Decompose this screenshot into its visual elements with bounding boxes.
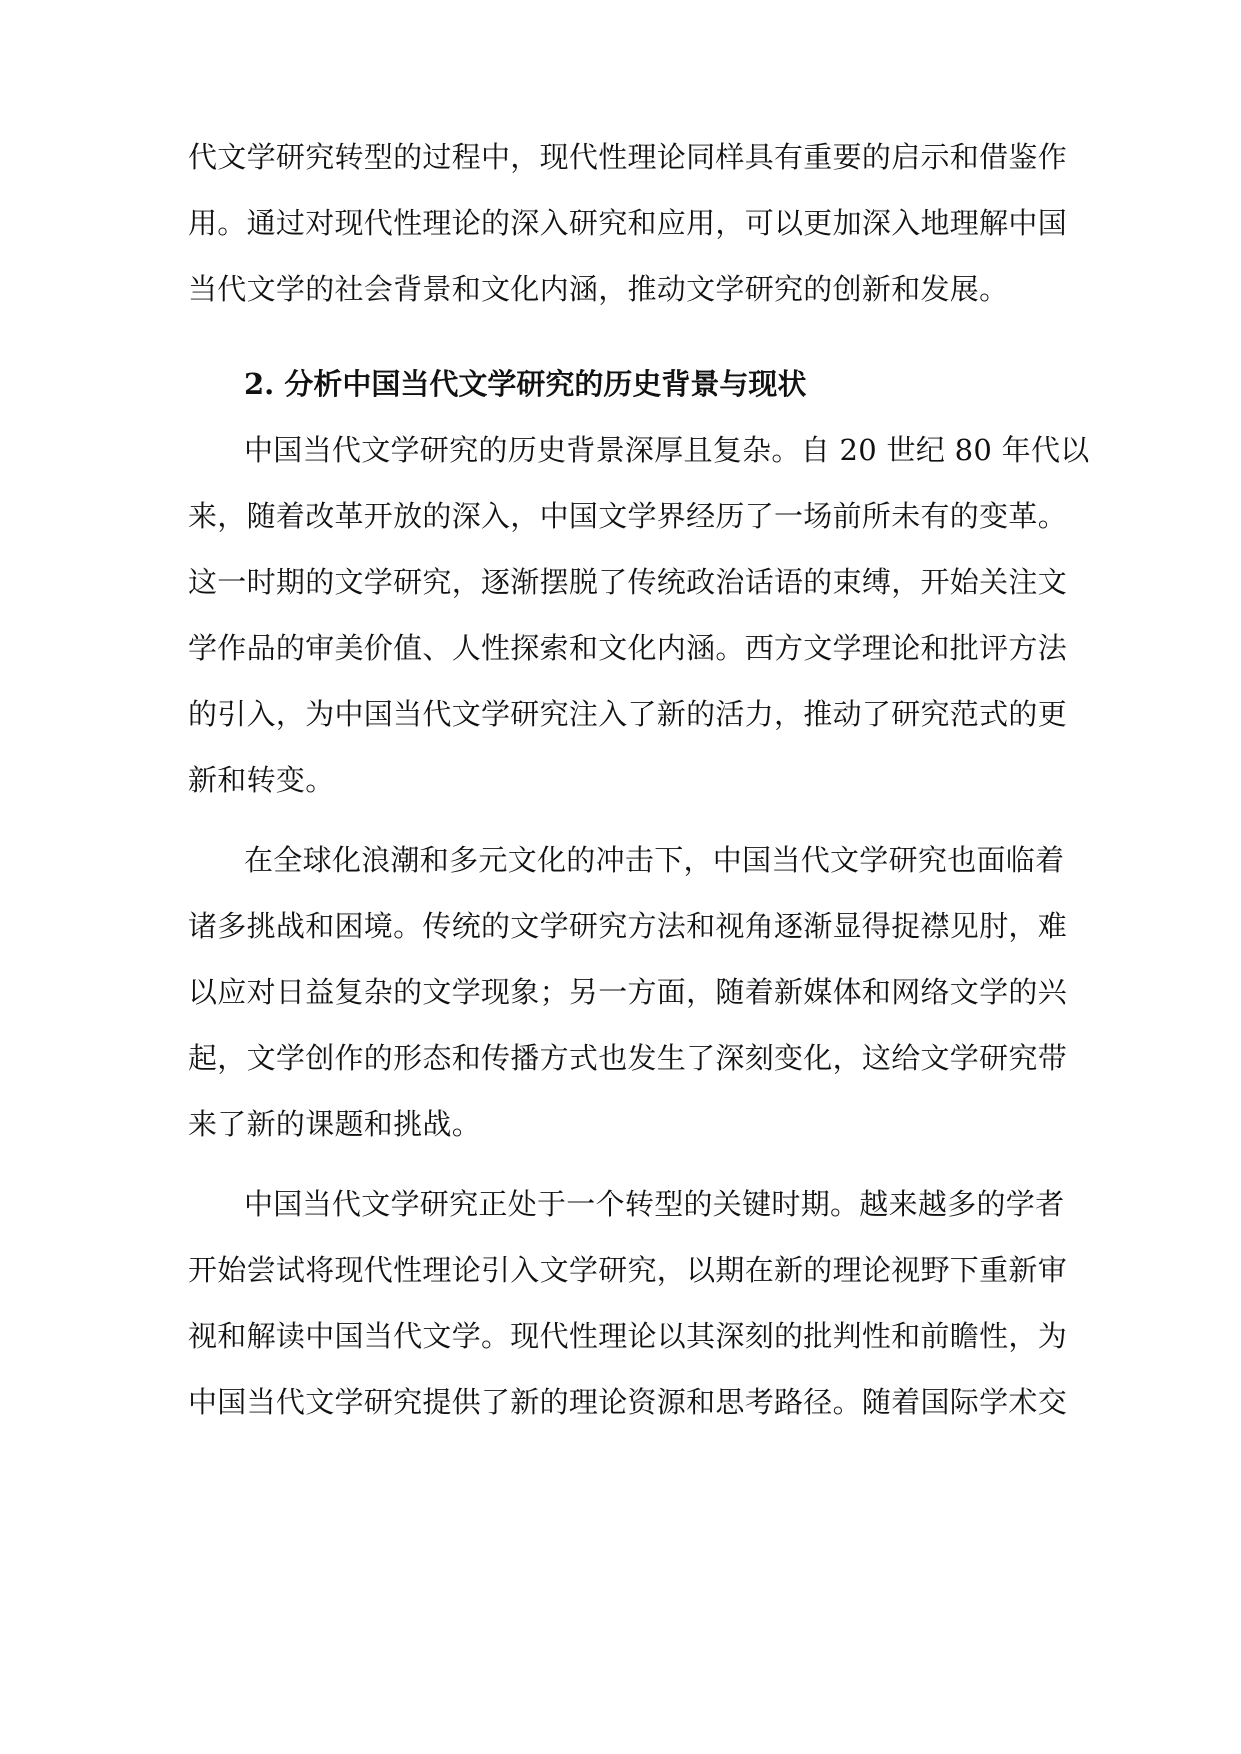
paragraph-2-line-3: 以应对日益复杂的文学现象；另一方面，随着新媒体和网络文学的兴 <box>188 975 1068 1009</box>
paragraph-1-line-5: 的引入，为中国当代文学研究注入了新的活力，推动了研究范式的更 <box>188 697 1068 731</box>
paragraph-2-line-4: 起，文学创作的形态和传播方式也发生了深刻变化，这给文学研究带 <box>188 1041 1068 1075</box>
paragraph-1-line-6: 新和转变。 <box>188 763 335 797</box>
continued-paragraph-line-1: 代文学研究转型的过程中，现代性理论同样具有重要的启示和借鉴作 <box>188 140 1068 174</box>
paragraph-3-line-4: 中国当代文学研究提供了新的理论资源和思考路径。随着国际学术交 <box>188 1385 1068 1419</box>
paragraph-2-line-2: 诸多挑战和困境。传统的文学研究方法和视角逐渐显得捉襟见肘，难 <box>188 909 1068 943</box>
paragraph-1-line-4: 学作品的审美价值、人性探索和文化内涵。西方文学理论和批评方法 <box>188 631 1068 665</box>
paragraph-1-line-2: 来，随着改革开放的深入，中国文学界经历了一场前所未有的变革。 <box>188 499 1068 533</box>
section-heading: 2. 分析中国当代文学研究的历史背景与现状 <box>244 367 807 401</box>
paragraph-3-line-1: 中国当代文学研究正处于一个转型的关键时期。越来越多的学者 <box>244 1187 1065 1221</box>
paragraph-3-line-2: 开始尝试将现代性理论引入文学研究，以期在新的理论视野下重新审 <box>188 1253 1068 1287</box>
paragraph-1-line-1: 中国当代文学研究的历史背景深厚且复杂。自 20 世纪 80 年代以 <box>244 433 1090 467</box>
paragraph-1-line-3: 这一时期的文学研究，逐渐摆脱了传统政治话语的束缚，开始关注文 <box>188 565 1068 599</box>
paragraph-2-line-1: 在全球化浪潮和多元文化的冲击下，中国当代文学研究也面临着 <box>244 843 1065 877</box>
continued-paragraph-line-2: 用。通过对现代性理论的深入研究和应用，可以更加深入地理解中国 <box>188 206 1068 240</box>
paragraph-3-line-3: 视和解读中国当代文学。现代性理论以其深刻的批判性和前瞻性，为 <box>188 1319 1068 1353</box>
continued-paragraph-line-3: 当代文学的社会背景和文化内涵，推动文学研究的创新和发展。 <box>188 272 1009 306</box>
paragraph-2-line-5: 来了新的课题和挑战。 <box>188 1107 482 1141</box>
